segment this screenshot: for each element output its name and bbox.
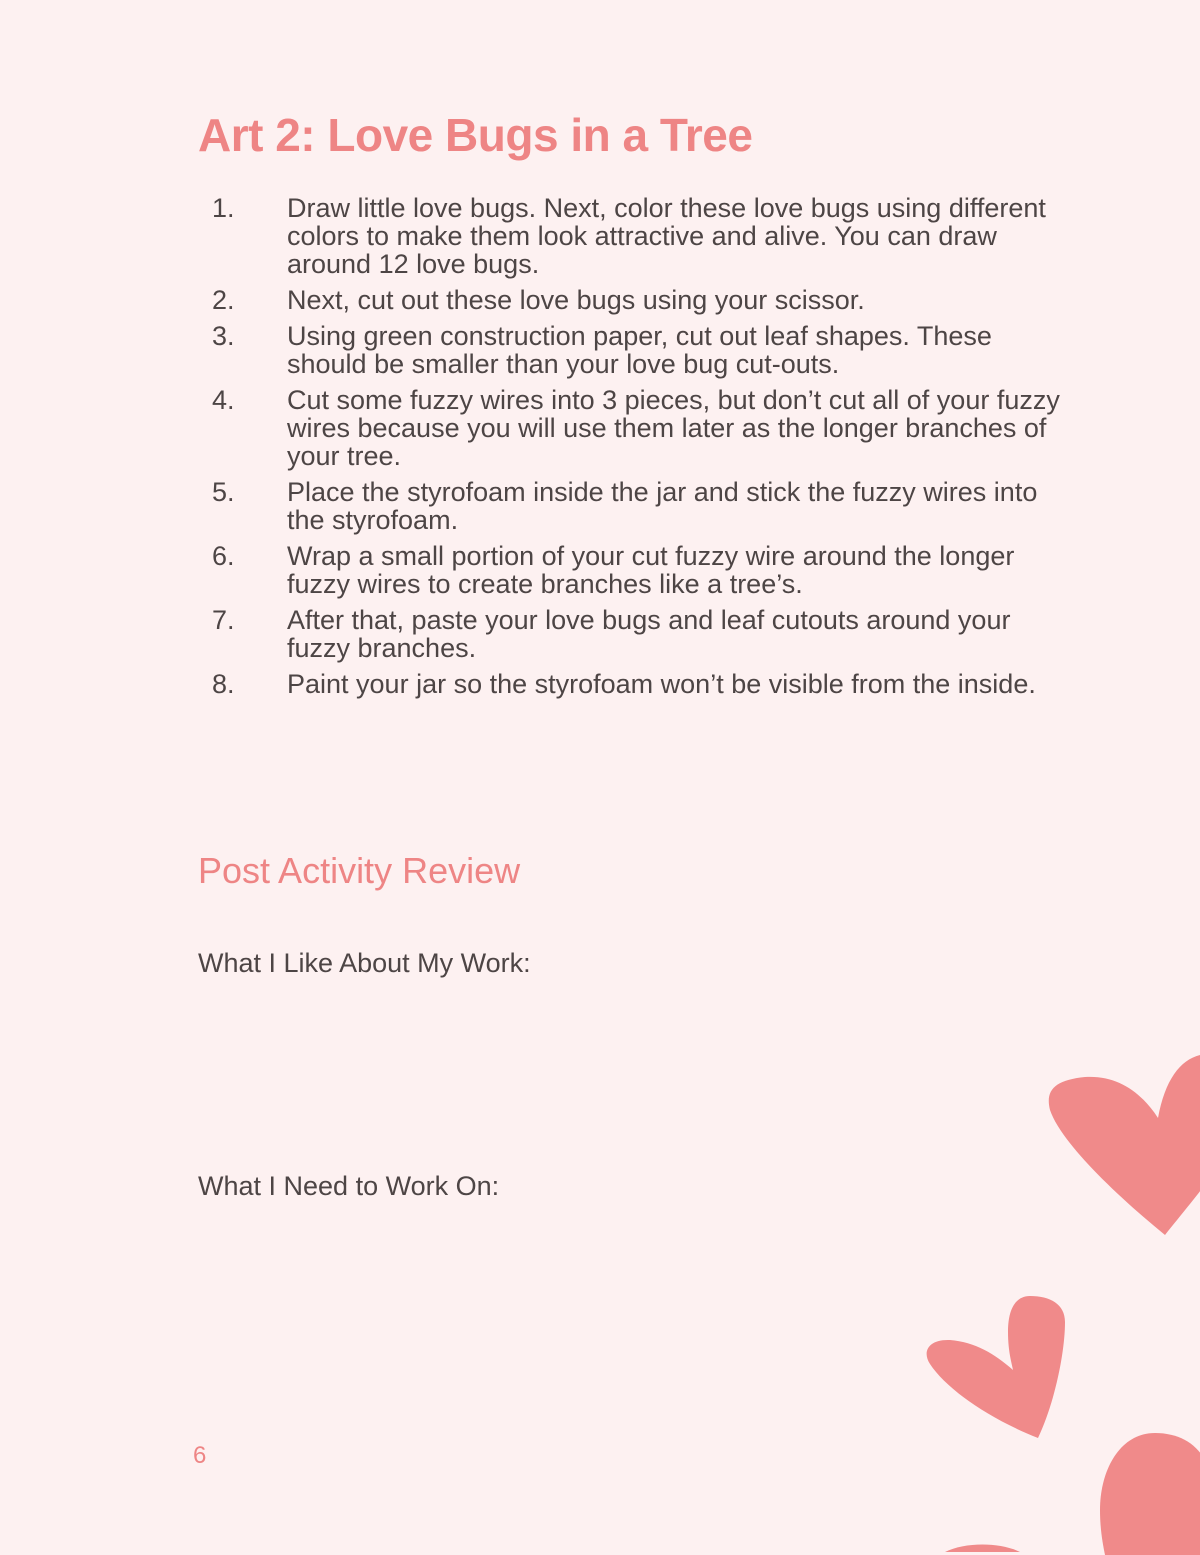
page-number: 6 xyxy=(193,1442,207,1469)
step-text: Using green construction paper, cut out leaf shapes. These should be smaller than your love bug cut-outs. xyxy=(287,321,992,379)
list-item xyxy=(198,542,1078,598)
instruction-list xyxy=(198,194,1078,706)
page-title: Art 2: Love Bugs in a Tree xyxy=(198,109,753,161)
step-text: Cut some fuzzy wires into 3 pieces, but don’t cut all of your fuzzy wires because you will use them later as the longer branches of your tree. xyxy=(287,385,1060,471)
list-item xyxy=(198,478,1078,534)
heart-icon xyxy=(920,1292,1070,1442)
list-item xyxy=(198,670,1078,698)
step-text: After that, paste your love bugs and leaf cutouts around your fuzzy branches. xyxy=(287,605,1011,663)
review-heading: Post Activity Review xyxy=(198,850,521,891)
step-number: 8. xyxy=(212,669,235,699)
list-item xyxy=(198,606,1078,662)
step-number: 5. xyxy=(212,477,235,507)
work-on-label: What I Need to Work On: xyxy=(198,1171,500,1201)
heart-icon xyxy=(1095,1430,1200,1555)
heart-icon xyxy=(1040,1050,1200,1240)
step-text: Paint your jar so the styrofoam won’t be visible from the inside. xyxy=(287,669,1036,699)
step-text: Place the styrofoam inside the jar and stick the fuzzy wires into the styrofoam. xyxy=(287,477,1038,535)
step-number: 7. xyxy=(212,605,235,635)
like-label: What I Like About My Work: xyxy=(198,948,531,978)
step-number: 6. xyxy=(212,541,235,571)
step-number: 4. xyxy=(212,385,235,415)
list-item xyxy=(198,322,1078,378)
step-text: Wrap a small portion of your cut fuzzy wire around the longer fuzzy wires to create branches like a tree’s. xyxy=(287,541,1015,599)
step-text: Next, cut out these love bugs using your scissor. xyxy=(287,285,865,315)
list-item xyxy=(198,386,1078,470)
heart-icon xyxy=(940,1540,1030,1552)
list-item xyxy=(198,286,1078,314)
list-item xyxy=(198,194,1078,278)
step-number: 1. xyxy=(212,193,235,223)
step-text: Draw little love bugs. Next, color these love bugs using different colors to make them look attractive and alive. You can draw around 12 love bugs. xyxy=(287,193,1046,279)
step-number: 3. xyxy=(212,321,235,351)
step-number: 2. xyxy=(212,285,235,315)
